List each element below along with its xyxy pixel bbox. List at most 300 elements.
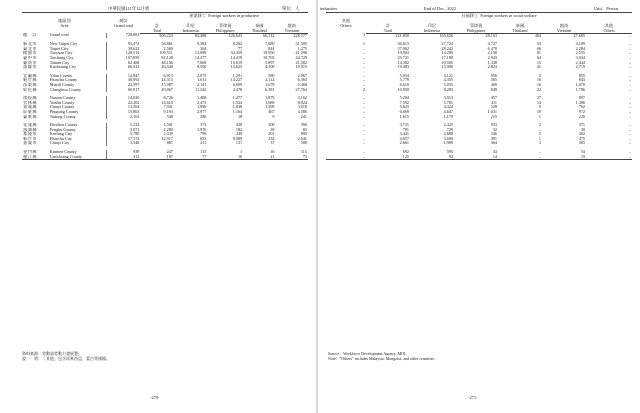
value-cell: 8,283 bbox=[443, 87, 453, 92]
value-cell: 1,679 bbox=[265, 82, 275, 87]
value-cell: 3,071 bbox=[129, 127, 140, 132]
area-name-en: Taitung County bbox=[49, 115, 107, 120]
value-cell: 22,597 bbox=[127, 82, 140, 87]
value-cell: 1 bbox=[362, 42, 365, 47]
value-cell: 30 bbox=[580, 127, 585, 132]
value-cell: 3,441 bbox=[399, 132, 409, 137]
value-cell: 2,425 bbox=[443, 123, 453, 128]
area-name-en: Pingtung County bbox=[49, 110, 107, 115]
value-cell: 1,275 bbox=[297, 46, 307, 51]
value-cell: 2,967 bbox=[297, 73, 307, 78]
value-cell: 548 bbox=[166, 114, 173, 119]
value-cell: 187 bbox=[140, 155, 174, 160]
value-cell: 1,408 bbox=[196, 96, 207, 101]
value-cell: 457 bbox=[490, 96, 497, 101]
value-cell: 1,996 bbox=[196, 105, 207, 110]
value-cell: – bbox=[628, 123, 632, 128]
value-cell: – bbox=[362, 60, 365, 65]
right-header-industries: industries bbox=[320, 6, 338, 11]
value-cell: 1,796 bbox=[575, 87, 585, 92]
value-cell: 6,699 bbox=[232, 82, 243, 87]
left-header-date: 中華民國111年12月底 bbox=[108, 6, 150, 11]
value-cell: 28,163 bbox=[485, 33, 497, 38]
area-name-zh: 新竹市 bbox=[23, 136, 38, 141]
value-cell: 464 bbox=[534, 33, 541, 38]
table-row bbox=[22, 88, 308, 93]
value-cell: 8,924 bbox=[297, 100, 307, 105]
value-cell: 4,586 bbox=[297, 109, 307, 114]
value-cell: 19,915 bbox=[295, 65, 307, 70]
value-cell: 14 bbox=[454, 155, 498, 160]
value-cell: 211 bbox=[200, 141, 207, 146]
value-cell: 5,934 bbox=[399, 73, 409, 78]
sw-col-header-total: 計 Total bbox=[366, 23, 410, 34]
value-cell: 1,879 bbox=[265, 96, 275, 101]
value-cell: 1,989 bbox=[443, 141, 453, 146]
left-table bbox=[22, 12, 308, 160]
value-cell: 956 bbox=[490, 73, 497, 78]
area-name-en: Kinmen County bbox=[49, 150, 107, 155]
value-cell: 565 bbox=[490, 78, 497, 83]
value-cell: 14,419 bbox=[230, 55, 243, 60]
value-cell: 125 bbox=[366, 155, 410, 160]
value-cell: 13,900 bbox=[441, 65, 453, 70]
area-name-en: Tainan City bbox=[49, 61, 107, 66]
value-cell: 2,943 bbox=[487, 55, 497, 60]
value-cell: 791 bbox=[402, 127, 409, 132]
value-cell: 18 bbox=[237, 114, 243, 119]
value-cell: 23,731 bbox=[397, 55, 409, 60]
value-cell: 5,232 bbox=[129, 123, 140, 128]
area-column-header: 地區別 Area bbox=[22, 13, 107, 34]
value-cell: 46,540 bbox=[161, 65, 173, 70]
value-cell: 2 bbox=[538, 123, 541, 128]
value-cell: 3,690 bbox=[443, 136, 453, 141]
value-cell: 4,121 bbox=[443, 73, 453, 78]
sw-col-header-thailand: 泰國 Thailand bbox=[498, 23, 542, 34]
value-cell: 890 bbox=[300, 132, 307, 137]
sw-col-header-vietnam: 越南 Vietnam bbox=[542, 23, 586, 34]
value-cell: 62,468 bbox=[127, 60, 140, 65]
value-cell: 3,548 bbox=[129, 141, 140, 146]
value-cell: 2,473 bbox=[196, 100, 207, 105]
value-cell: – bbox=[362, 141, 365, 146]
value-cell: 939 bbox=[133, 150, 140, 155]
value-cell: – bbox=[586, 155, 632, 160]
value-cell: 19 bbox=[542, 155, 586, 160]
value-cell: 1,299 bbox=[265, 105, 275, 110]
value-cell: 84,128 bbox=[161, 55, 173, 60]
value-cell: 2,339 bbox=[163, 132, 173, 137]
value-cell: 2,284 bbox=[575, 46, 585, 51]
productive-group-header: 產業移工 Foreign workers in productive bbox=[140, 13, 308, 19]
value-cell: 115 bbox=[300, 150, 307, 155]
area-name-zh: 新北市 bbox=[23, 42, 38, 47]
value-cell: – bbox=[628, 141, 632, 146]
value-cell: 1,976 bbox=[196, 127, 207, 132]
value-cell: – bbox=[628, 100, 632, 105]
area-name-zh: 屏東縣 bbox=[23, 109, 38, 114]
value-cell: 16 bbox=[207, 155, 243, 160]
value-cell: 37 bbox=[270, 141, 275, 146]
table-row bbox=[326, 155, 632, 160]
value-cell: 34,359 bbox=[230, 51, 243, 56]
value-cell: 14,209 bbox=[441, 51, 453, 56]
value-cell: 2,112 bbox=[265, 78, 275, 83]
value-cell: – bbox=[362, 55, 365, 60]
value-cell: 8,726 bbox=[163, 96, 173, 101]
value-cell: – bbox=[362, 114, 365, 119]
value-cell: 6,669 bbox=[399, 109, 409, 114]
value-cell: 93,474 bbox=[127, 42, 140, 47]
value-cell: 799 bbox=[200, 132, 207, 137]
value-cell: 1,179 bbox=[443, 114, 453, 119]
value-cell: 506,223 bbox=[159, 33, 173, 38]
value-cell: 373 bbox=[200, 123, 207, 128]
value-cell: – bbox=[362, 100, 365, 105]
value-cell: 109,511 bbox=[159, 51, 173, 56]
value-cell: 17,574 bbox=[127, 136, 140, 141]
value-cell: – bbox=[628, 73, 632, 78]
value-cell: 21 bbox=[243, 155, 275, 160]
value-cell: – bbox=[628, 33, 632, 38]
sw-col-header-indonesia: 印尼 Indonesia bbox=[410, 23, 454, 34]
value-cell: 17,180 bbox=[441, 55, 453, 60]
value-cell: – bbox=[362, 150, 365, 155]
value-cell: 2,661 bbox=[399, 141, 409, 146]
value-cell: 449 bbox=[235, 132, 243, 137]
area-name-en: Miaoli County bbox=[49, 83, 107, 88]
value-cell: 5,779 bbox=[399, 78, 409, 83]
value-cell: 60,817 bbox=[127, 87, 140, 92]
left-page-number: -270- bbox=[150, 395, 160, 400]
value-cell: 1,277 bbox=[232, 96, 243, 101]
value-cell: 2,163 bbox=[129, 114, 140, 119]
value-cell: 7,592 bbox=[399, 100, 409, 105]
value-cell: – bbox=[628, 42, 632, 47]
value-cell: 1,689 bbox=[265, 100, 275, 105]
value-cell: 4,478 bbox=[232, 87, 243, 92]
value-cell: 9 bbox=[272, 114, 275, 119]
value-cell: 27,724 bbox=[441, 42, 453, 47]
value-cell: – bbox=[362, 51, 365, 56]
area-name-en: Yunlin County bbox=[49, 101, 107, 106]
value-cell: – bbox=[628, 132, 632, 137]
value-cell: 1,031 bbox=[487, 109, 497, 114]
value-cell: 8,202 bbox=[232, 42, 243, 47]
value-cell: 390 bbox=[300, 123, 307, 128]
area-name-en: Keelung City bbox=[49, 132, 107, 137]
value-cell: 27,605 bbox=[573, 33, 585, 38]
area-name-en: Chiayi County bbox=[49, 105, 107, 110]
value-cell: 107,859 bbox=[125, 55, 140, 60]
value-cell: 1 bbox=[538, 114, 541, 119]
col-header-thailand: 泰國 Thailand bbox=[243, 23, 275, 34]
value-cell: 887 bbox=[166, 141, 173, 146]
col-header-vietnam: 越南 Vietnam bbox=[276, 23, 309, 34]
area-name-zh: 臺中市 bbox=[23, 55, 38, 60]
area-name-zh: 新竹縣 bbox=[23, 78, 38, 83]
value-cell: 1,038 bbox=[232, 105, 243, 110]
value-cell: 15,987 bbox=[161, 82, 173, 87]
value-cell: 4,657 bbox=[399, 136, 409, 141]
value-cell: 37,062 bbox=[397, 46, 409, 51]
value-cell: 5,781 bbox=[443, 100, 453, 105]
others-column-header: 其他 Others bbox=[326, 13, 366, 34]
value-cell: 6,610 bbox=[399, 82, 409, 87]
value-cell: 4,727 bbox=[487, 42, 497, 47]
value-cell: – bbox=[326, 155, 366, 160]
value-cell: 5,468 bbox=[297, 82, 307, 87]
value-cell: 228,577 bbox=[293, 33, 307, 38]
value-cell: – bbox=[628, 55, 632, 60]
value-cell: 7,941 bbox=[163, 105, 173, 110]
value-cell: 3,913 bbox=[443, 96, 453, 101]
value-cell: – bbox=[538, 150, 541, 155]
value-cell: 32 bbox=[492, 127, 497, 132]
value-cell: – bbox=[362, 78, 365, 83]
area-name-en: Chiayi City bbox=[49, 141, 107, 146]
right-table bbox=[326, 12, 632, 160]
area-name-zh: 基隆市 bbox=[23, 132, 38, 137]
value-cell: 692 bbox=[402, 150, 409, 155]
value-cell: – bbox=[628, 114, 632, 119]
right-page-number: -271- bbox=[468, 395, 478, 400]
value-cell: 6,381 bbox=[265, 87, 275, 92]
value-cell: 2,555 bbox=[575, 51, 585, 56]
value-cell: 84,488 bbox=[194, 33, 207, 38]
value-cell: 2,977 bbox=[196, 109, 207, 114]
social-welfare-group-header: 社福移工 Foreign workers in social welfare bbox=[366, 13, 632, 19]
value-cell: 1,164 bbox=[232, 109, 243, 114]
value-cell: 201 bbox=[268, 132, 275, 137]
value-cell: 28,242 bbox=[441, 46, 453, 51]
value-cell: 182 bbox=[235, 127, 243, 132]
value-cell: 19 bbox=[536, 109, 541, 114]
value-cell: 300 bbox=[268, 123, 275, 128]
value-cell: 467 bbox=[268, 109, 275, 114]
area-name-zh: 臺北市 bbox=[23, 46, 38, 51]
value-cell: 5 bbox=[538, 132, 541, 137]
area-name-zh: 連江縣 bbox=[22, 155, 49, 160]
value-cell: 92 bbox=[410, 155, 454, 160]
sw-col-header-others: 其他 Others bbox=[586, 23, 632, 34]
value-cell: 364 bbox=[490, 141, 497, 146]
value-cell: 66,023 bbox=[127, 65, 140, 70]
value-cell: 8,500 bbox=[196, 65, 207, 70]
value-cell: 528 bbox=[490, 105, 497, 110]
area-name-zh: 宜蘭縣 bbox=[23, 73, 38, 78]
value-cell: 44,729 bbox=[295, 55, 307, 60]
value-cell: 13,019 bbox=[230, 60, 243, 65]
value-cell: 10,505 bbox=[441, 60, 453, 65]
value-cell: 22,202 bbox=[127, 100, 140, 105]
value-cell: 13,898 bbox=[194, 51, 207, 56]
value-cell: – bbox=[498, 155, 542, 160]
value-cell: 126,643 bbox=[228, 33, 243, 38]
value-cell: 9,384 bbox=[196, 42, 207, 47]
area-name-zh: 南投縣 bbox=[23, 96, 38, 101]
area-name-zh: 嘉義縣 bbox=[23, 105, 38, 110]
value-cell: – bbox=[362, 136, 365, 141]
value-cell: – bbox=[628, 127, 632, 132]
value-cell: 7,689 bbox=[265, 42, 275, 47]
value-cell: 24,313 bbox=[161, 78, 173, 83]
value-cell: 14,020 bbox=[127, 96, 140, 101]
value-cell: 4,355 bbox=[443, 78, 453, 83]
area-name-en: Grand total bbox=[49, 33, 107, 38]
right-page bbox=[318, 0, 640, 413]
value-cell: 469 bbox=[490, 82, 497, 87]
col-header-philippines: 菲律賓 Philippines bbox=[207, 23, 243, 34]
value-cell: 220 bbox=[578, 114, 585, 119]
value-cell: 10,950 bbox=[397, 87, 409, 92]
value-cell: – bbox=[538, 127, 541, 132]
value-cell: – bbox=[628, 96, 632, 101]
value-cell: 77 bbox=[237, 46, 243, 51]
value-cell: 3,731 bbox=[399, 123, 409, 128]
value-cell: 729 bbox=[446, 127, 453, 132]
value-cell: 83 bbox=[302, 127, 307, 132]
value-cell: 9,194 bbox=[163, 109, 173, 114]
value-cell: 6,470 bbox=[487, 46, 497, 51]
value-cell: 27 bbox=[536, 96, 541, 101]
grand-total-column-header: 總計 Grand total bbox=[107, 13, 141, 34]
value-cell: 247 bbox=[166, 150, 173, 155]
value-cell: 41,298 bbox=[295, 51, 307, 56]
left-notes: 資料來源：勞動部勞動力發展署。 說 明：「其他」包含馬來西亞、蒙古等國籍。 bbox=[22, 351, 110, 361]
value-cell: 728,081 bbox=[125, 33, 140, 38]
value-cell: 475 bbox=[578, 136, 585, 141]
value-cell: 844 bbox=[268, 46, 275, 51]
value-cell: 53 bbox=[536, 42, 541, 47]
value-cell: – bbox=[628, 65, 632, 70]
value-cell: 5,055 bbox=[443, 82, 453, 87]
area-name-en: Taipei City bbox=[49, 47, 107, 52]
value-cell: – bbox=[362, 123, 365, 128]
value-cell: 762 bbox=[578, 105, 585, 110]
table-row bbox=[22, 65, 308, 70]
value-cell: 3 bbox=[362, 33, 365, 38]
area-name-zh: 花蓮縣 bbox=[23, 123, 38, 128]
value-cell: – bbox=[362, 132, 365, 137]
value-cell: 4,109 bbox=[575, 42, 585, 47]
value-cell: 2 bbox=[538, 73, 541, 78]
value-cell: – bbox=[362, 109, 365, 114]
value-cell: 19,003 bbox=[397, 51, 409, 56]
value-cell: 2,158 bbox=[487, 51, 497, 56]
value-cell: 241 bbox=[300, 114, 307, 119]
area-name-en: Hsinchu City bbox=[49, 137, 107, 142]
value-cell: 19,483 bbox=[397, 65, 409, 70]
area-name-en: Lienchiang County bbox=[49, 155, 107, 160]
value-cell: 4,647 bbox=[443, 109, 453, 114]
area-name-zh: 高雄市 bbox=[23, 65, 38, 70]
value-cell: 2,280 bbox=[163, 127, 173, 132]
area-name-en: Penghu County bbox=[49, 128, 107, 133]
value-cell: 1,386 bbox=[575, 100, 585, 105]
value-cell: 3 bbox=[538, 141, 541, 146]
value-cell: 13,564 bbox=[127, 105, 140, 110]
value-cell: 849 bbox=[490, 87, 497, 92]
right-header-unit: Unit：Person bbox=[594, 6, 619, 11]
value-cell: 5,780 bbox=[129, 132, 140, 137]
table-row bbox=[22, 155, 308, 160]
value-cell: – bbox=[362, 73, 365, 78]
value-cell: 371 bbox=[578, 123, 585, 128]
value-cell: – bbox=[362, 96, 365, 101]
value-cell: 10,703 bbox=[262, 55, 275, 60]
value-cell: 21,582 bbox=[295, 60, 307, 65]
value-cell: 1,524 bbox=[232, 100, 243, 105]
value-cell: 19,956 bbox=[262, 51, 275, 56]
value-cell: – bbox=[362, 65, 365, 70]
value-cell: 31,585 bbox=[295, 42, 307, 47]
value-cell: 1,501 bbox=[163, 123, 173, 128]
value-cell: 81 bbox=[536, 51, 541, 56]
area-name-en: Yilan County bbox=[49, 74, 107, 79]
value-cell: – bbox=[628, 136, 632, 141]
value-cell: – bbox=[628, 46, 632, 51]
value-cell: 2,719 bbox=[575, 65, 585, 70]
value-cell: 972 bbox=[578, 109, 585, 114]
value-cell: – bbox=[362, 82, 365, 87]
value-cell: 41 bbox=[536, 65, 541, 70]
value-cell: – bbox=[362, 127, 365, 132]
value-cell: 2 bbox=[362, 87, 365, 92]
value-cell: 508 bbox=[300, 141, 307, 146]
value-cell: – bbox=[362, 46, 365, 51]
value-cell: 15 bbox=[536, 60, 541, 65]
right-notes: Source：Workforce Development Agency, MOL. Note："Others" includes Malaysia, Mongolia, and other countries. bbox=[328, 351, 435, 361]
value-cell: 1 bbox=[240, 150, 243, 155]
value-cell: 221,858 bbox=[395, 33, 409, 38]
area-name-zh: 臺東縣 bbox=[23, 114, 38, 119]
value-cell: 4,162 bbox=[297, 96, 307, 101]
value-cell: 77 bbox=[174, 155, 208, 160]
value-cell: 215 bbox=[490, 114, 497, 119]
col-header-total: 計 Total bbox=[140, 23, 174, 34]
value-cell: 1 bbox=[538, 136, 541, 141]
value-cell: 36,613 bbox=[397, 42, 409, 47]
value-cell: 16 bbox=[536, 82, 541, 87]
value-cell: 5,294 bbox=[399, 96, 409, 101]
value-cell: 6,913 bbox=[163, 73, 173, 78]
area-name-en: Taichung City bbox=[49, 56, 107, 61]
value-cell: 491 bbox=[490, 136, 497, 141]
value-cell: 2,075 bbox=[196, 73, 207, 78]
value-cell: 305 bbox=[578, 141, 585, 146]
value-cell: 27,764 bbox=[295, 87, 307, 92]
value-cell: 1,070 bbox=[575, 82, 585, 87]
value-cell: 73 bbox=[276, 155, 309, 160]
value-cell: 312 bbox=[107, 155, 141, 160]
value-cell: 5,897 bbox=[265, 60, 275, 65]
area-name-zh: 金門縣 bbox=[23, 150, 38, 155]
value-cell: 4,324 bbox=[443, 105, 453, 110]
area-name-en: Hwalien County bbox=[49, 123, 107, 128]
value-cell: 234 bbox=[268, 136, 275, 141]
value-cell: 843 bbox=[578, 78, 585, 83]
area-name-en: Taoyuan City bbox=[49, 51, 107, 56]
value-cell: 14,227 bbox=[230, 78, 243, 83]
value-cell: 3,618 bbox=[297, 105, 307, 110]
value-cell: 4,500 bbox=[265, 65, 275, 70]
value-cell: 39 bbox=[270, 127, 275, 132]
value-cell: 411 bbox=[490, 100, 497, 105]
value-cell: 855 bbox=[578, 73, 585, 78]
value-cell: 13,625 bbox=[230, 65, 243, 70]
